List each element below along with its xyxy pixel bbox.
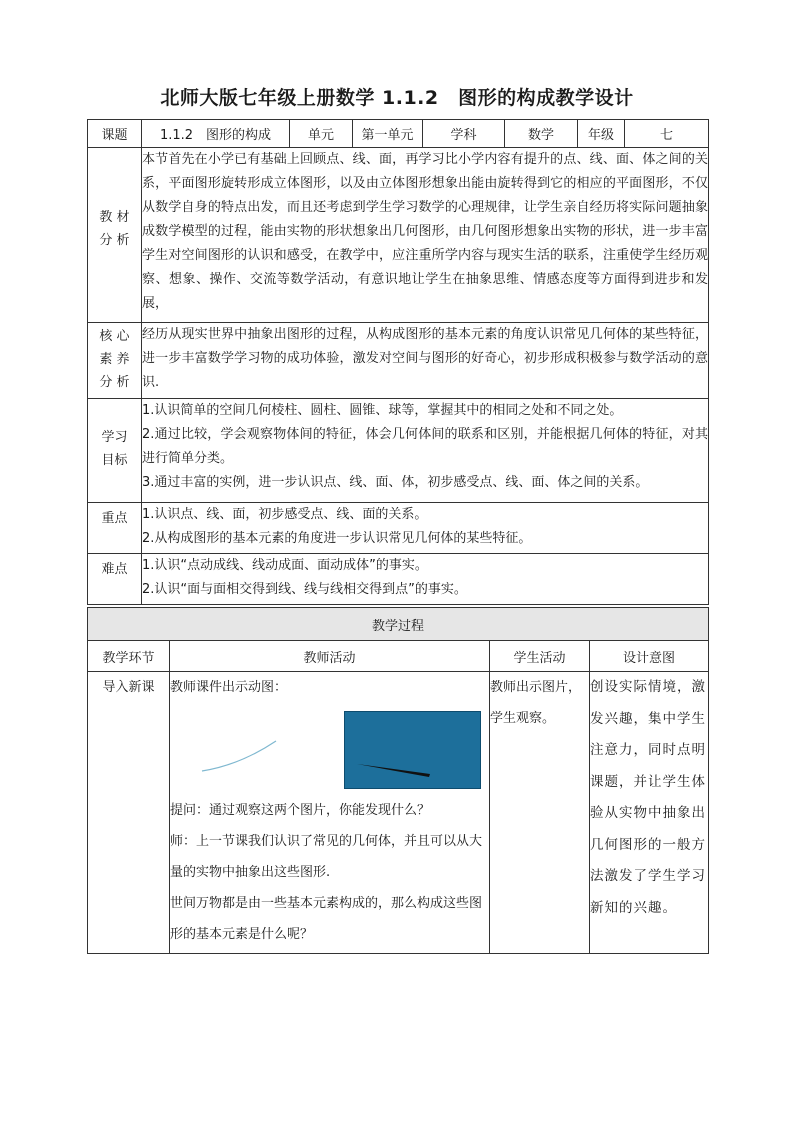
lesson-value: 1.1.2 图形的构成 bbox=[142, 120, 290, 148]
key-point-item: 2.从构成图形的基本元素的角度进一步认识常见几何体的某些特征。 bbox=[142, 531, 532, 546]
material-analysis-label-line: 分 析 bbox=[99, 233, 130, 248]
process-heading: 教学过程 bbox=[88, 608, 709, 641]
student-activity-cell: 教师出示图片，学生观察。 bbox=[490, 672, 590, 954]
lesson-label: 课题 bbox=[88, 120, 142, 148]
process-row-intro bbox=[88, 672, 709, 954]
grade-value: 七 bbox=[625, 120, 709, 148]
blue-image bbox=[344, 711, 481, 789]
difficult-point-item: 1.认识“点动成线、线动成面、面动成体”的事实。 bbox=[142, 558, 428, 573]
key-points-row bbox=[88, 503, 709, 554]
core-literacy-label bbox=[88, 323, 142, 399]
process-heading-row bbox=[88, 608, 709, 641]
learning-goals-list bbox=[142, 399, 709, 503]
teacher-activity-cell bbox=[170, 672, 490, 954]
material-analysis-text: 本节首先在小学已有基础上回顾点、线、面，再学习比小学内容有提升的点、线、面、体之间的关系，平面图形旋转形成立体图形，以及由立体图形想象出能由旋转得到它的相应的平面图形，不仅从数学自身的特点出发，而且还考虑到学生学习数学的心理规律，让学生亲自经历将实际问题抽象成数学模型的过程，能由实物的形状想象出几何图形，由几何图形想象出实物的形状，进一步丰富学生对空间图形的认识和感受，在教学中，应注重所学内容与现实生活的联系，注重使学生经历观察、想象、操作、交流等数学活动，有意识地让学生在抽象思维、情感态度等方面得到进步和发展， bbox=[142, 148, 709, 323]
learning-goal-item: 2.通过比较，学会观察物体间的特征，体会几何体间的联系和区别，并能根据几何体的特征，对其进行简单分类。 bbox=[142, 427, 708, 466]
core-literacy-label-line: 分 析 bbox=[99, 375, 130, 390]
lesson-info-table bbox=[87, 119, 709, 605]
grade-label: 年级 bbox=[578, 120, 625, 148]
learning-goals-label-line: 目标 bbox=[101, 453, 128, 468]
learning-goal-item: 3.通过丰富的实例，进一步认识点、线、面、体，初步感受点、线、面、体之间的关系。 bbox=[142, 475, 649, 490]
document-title: 北师大版七年级上册数学 1.1.2 图形的构成教学设计 bbox=[160, 87, 634, 109]
key-points-label: 重点 bbox=[88, 503, 142, 554]
learning-goals-label-line: 学习 bbox=[101, 430, 128, 445]
design-intent-cell: 创设实际情境，激发兴趣，集中学生注意力，同时点明课题，并让学生体验从实物中抽象出几何图形的一般方法激发了学生学习新知的兴趣。 bbox=[590, 672, 709, 954]
core-literacy-label-line: 素 养 bbox=[99, 352, 130, 367]
teacher-intro: 教师课件出示动图： bbox=[170, 680, 288, 695]
column-header: 教学环节 bbox=[88, 641, 170, 672]
stage-cell: 导入新课 bbox=[88, 672, 170, 954]
unit-value: 第一单元 bbox=[353, 120, 423, 148]
teacher-line: 世间万物都是由一些基本元素构成的，那么构成这些图形的基本元素是什么呢？ bbox=[170, 896, 483, 942]
core-literacy-label-line: 核 心 bbox=[99, 329, 130, 344]
material-analysis-row bbox=[88, 148, 709, 323]
material-analysis-label-line: 教 材 bbox=[99, 210, 130, 225]
core-literacy-text: 经历从现实世界中抽象出图形的过程，从构成图形的基本元素的角度认识常见几何体的某些特征，进一步丰富数学学习物的成功体验，激发对空间与图形的好奇心，初步形成积极参与数学活动的意识. bbox=[142, 323, 709, 399]
teacher-line: 提问：通过观察这两个图片，你能发现什么？ bbox=[170, 803, 431, 818]
difficult-point-item: 2.认识“面与面相交得到线、线与线相交得到点”的事实。 bbox=[142, 582, 467, 597]
difficult-points-list bbox=[142, 554, 709, 605]
teaching-process-table bbox=[87, 607, 709, 954]
subject-label: 学科 bbox=[423, 120, 505, 148]
unit-label: 单元 bbox=[290, 120, 353, 148]
wedge-shape bbox=[345, 712, 480, 788]
learning-goals-row bbox=[88, 399, 709, 503]
column-header: 学生活动 bbox=[490, 641, 590, 672]
key-point-item: 1.认识点、线、面，初步感受点、线、面的关系。 bbox=[142, 507, 428, 522]
difficult-points-row bbox=[88, 554, 709, 605]
material-analysis-label bbox=[88, 148, 142, 323]
learning-goals-label bbox=[88, 399, 142, 503]
header-row bbox=[88, 120, 709, 148]
process-columns-row bbox=[88, 641, 709, 672]
subject-value: 数学 bbox=[505, 120, 578, 148]
column-header: 设计意图 bbox=[590, 641, 709, 672]
curve-line-image bbox=[200, 737, 280, 777]
teacher-line: 师：上一节课我们认识了常见的几何体，并且可以从大量的实物中抽象出这些图形. bbox=[170, 834, 483, 880]
difficult-points-label: 难点 bbox=[88, 554, 142, 605]
animated-images bbox=[170, 707, 489, 795]
learning-goal-item: 1.认识简单的空间几何棱柱、圆柱、圆锥、球等，掌握其中的相同之处和不同之处。 bbox=[142, 403, 623, 418]
core-literacy-row bbox=[88, 323, 709, 399]
key-points-list bbox=[142, 503, 709, 554]
column-header: 教师活动 bbox=[170, 641, 490, 672]
